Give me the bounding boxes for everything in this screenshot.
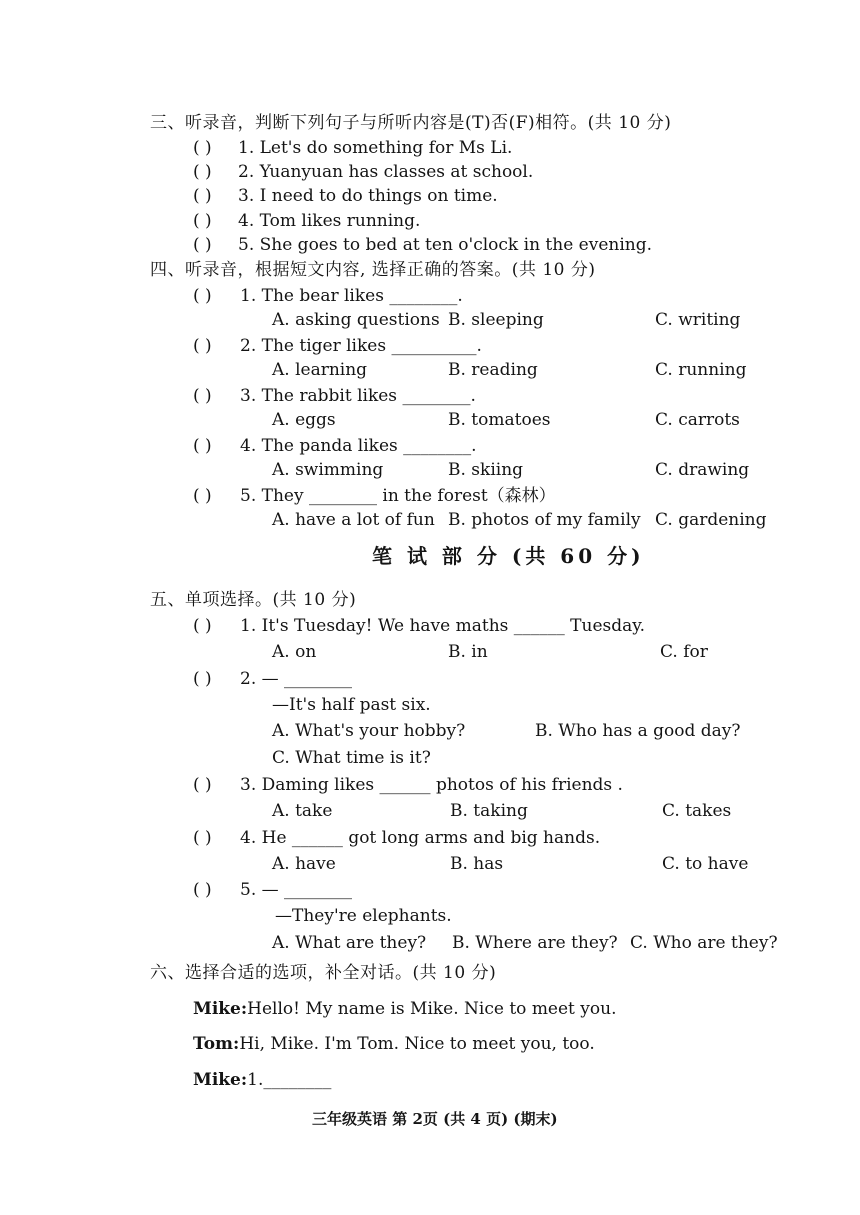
option-b[interactable]: B. tomatoes <box>448 410 551 430</box>
question-text: 1. Let's do something for Ms Li. <box>238 138 513 158</box>
question-text: 4. The panda likes ________. <box>240 436 477 456</box>
answer-paren[interactable]: ( ) <box>193 286 212 306</box>
question-text: 2. Yuanyuan has classes at school. <box>238 162 534 182</box>
option-a[interactable]: A. asking questions <box>272 310 440 330</box>
option-b[interactable]: B. in <box>448 642 488 662</box>
option-b[interactable]: B. has <box>450 854 504 874</box>
option-c[interactable]: C. carrots <box>655 410 740 430</box>
question-text: 4. He ______ got long arms and big hands. <box>240 828 601 848</box>
dialogue-line <box>193 1069 331 1091</box>
dialogue-text: Hello! My name is Mike. Nice to meet you. <box>247 999 617 1019</box>
answer-paren[interactable]: ( ) <box>193 828 212 848</box>
option-a[interactable]: A. on <box>272 642 317 662</box>
answer-paren[interactable]: ( ) <box>193 669 212 689</box>
question-text: 3. The rabbit likes ________. <box>240 386 476 406</box>
option-c[interactable]: C. to have <box>662 854 749 874</box>
section-5-title: 五、单项选择。(共 10 分) <box>150 590 357 610</box>
answer-paren[interactable]: ( ) <box>193 880 212 900</box>
option-c[interactable]: C. for <box>660 642 708 662</box>
section-4-title: 四、听录音，根据短文内容, 选择正确的答案。(共 10 分) <box>150 260 596 280</box>
section-6-title: 六、选择合适的选项，补全对话。(共 10 分) <box>150 963 497 983</box>
speaker-label: Mike: <box>193 1070 248 1090</box>
option-a[interactable]: A. eggs <box>272 410 336 430</box>
question-text: 5. — ________ <box>240 880 353 900</box>
option-c[interactable]: C. gardening <box>655 510 767 530</box>
answer-paren[interactable]: ( ) <box>193 186 212 206</box>
question-text: 2. — ________ <box>240 669 353 689</box>
dialogue-line <box>193 998 616 1020</box>
question-text: 5. They ________ in the forest（森林） <box>240 486 556 506</box>
answer-paren[interactable]: ( ) <box>193 138 212 158</box>
question-text: 2. The tiger likes __________. <box>240 336 482 356</box>
option-c[interactable]: C. What time is it? <box>272 748 431 768</box>
dialogue-reply: —They're elephants. <box>275 906 452 926</box>
option-a[interactable]: A. have a lot of fun <box>272 510 435 530</box>
speaker-label: Tom: <box>193 1034 240 1054</box>
option-b[interactable]: B. Who has a good day? <box>535 721 741 741</box>
answer-paren[interactable]: ( ) <box>193 486 212 506</box>
answer-paren[interactable]: ( ) <box>193 775 212 795</box>
option-b[interactable]: B. reading <box>448 360 538 380</box>
speaker-label: Mike: <box>193 999 248 1019</box>
question-text: 1. The bear likes ________. <box>240 286 463 306</box>
answer-blank[interactable]: 1.________ <box>247 1070 332 1090</box>
written-part-title: 笔 试 部 分 (共 60 分) <box>372 544 645 568</box>
question-text: 3. I need to do things on time. <box>238 186 498 206</box>
option-c[interactable]: C. takes <box>662 801 732 821</box>
answer-paren[interactable]: ( ) <box>193 616 212 636</box>
option-c[interactable]: C. drawing <box>655 460 750 480</box>
option-b[interactable]: B. sleeping <box>448 310 544 330</box>
answer-paren[interactable]: ( ) <box>193 336 212 356</box>
section-3-title: 三、听录音，判断下列句子与所听内容是(T)否(F)相符。(共 10 分) <box>150 113 672 133</box>
dialogue-line <box>193 1033 595 1055</box>
option-b[interactable]: B. photos of my family <box>448 510 641 530</box>
option-a[interactable]: A. take <box>272 801 333 821</box>
question-text: 3. Daming likes ______ photos of his friends . <box>240 775 623 795</box>
option-c[interactable]: C. Who are they? <box>630 933 778 953</box>
option-b[interactable]: B. Where are they? <box>452 933 618 953</box>
option-c[interactable]: C. running <box>655 360 747 380</box>
dialogue-text: Hi, Mike. I'm Tom. Nice to meet you, too. <box>239 1034 595 1054</box>
option-a[interactable]: A. What's your hobby? <box>272 721 466 741</box>
dialogue-reply: —It's half past six. <box>272 695 431 715</box>
option-b[interactable]: B. taking <box>450 801 528 821</box>
answer-paren[interactable]: ( ) <box>193 162 212 182</box>
question-text: 4. Tom likes running. <box>238 211 421 231</box>
answer-paren[interactable]: ( ) <box>193 436 212 456</box>
question-text: 5. She goes to bed at ten o'clock in the evening. <box>238 235 653 255</box>
answer-paren[interactable]: ( ) <box>193 235 212 255</box>
answer-paren[interactable]: ( ) <box>193 386 212 406</box>
answer-paren[interactable]: ( ) <box>193 211 212 231</box>
option-a[interactable]: A. have <box>272 854 336 874</box>
option-a[interactable]: A. learning <box>272 360 368 380</box>
option-b[interactable]: B. skiing <box>448 460 524 480</box>
question-text: 1. It's Tuesday! We have maths ______ Tuesday. <box>240 616 646 636</box>
option-a[interactable]: A. What are they? <box>272 933 427 953</box>
option-c[interactable]: C. writing <box>655 310 741 330</box>
option-a[interactable]: A. swimming <box>272 460 384 480</box>
page-footer: 三年级英语 第 2页 (共 4 页) (期末) <box>312 1110 558 1128</box>
